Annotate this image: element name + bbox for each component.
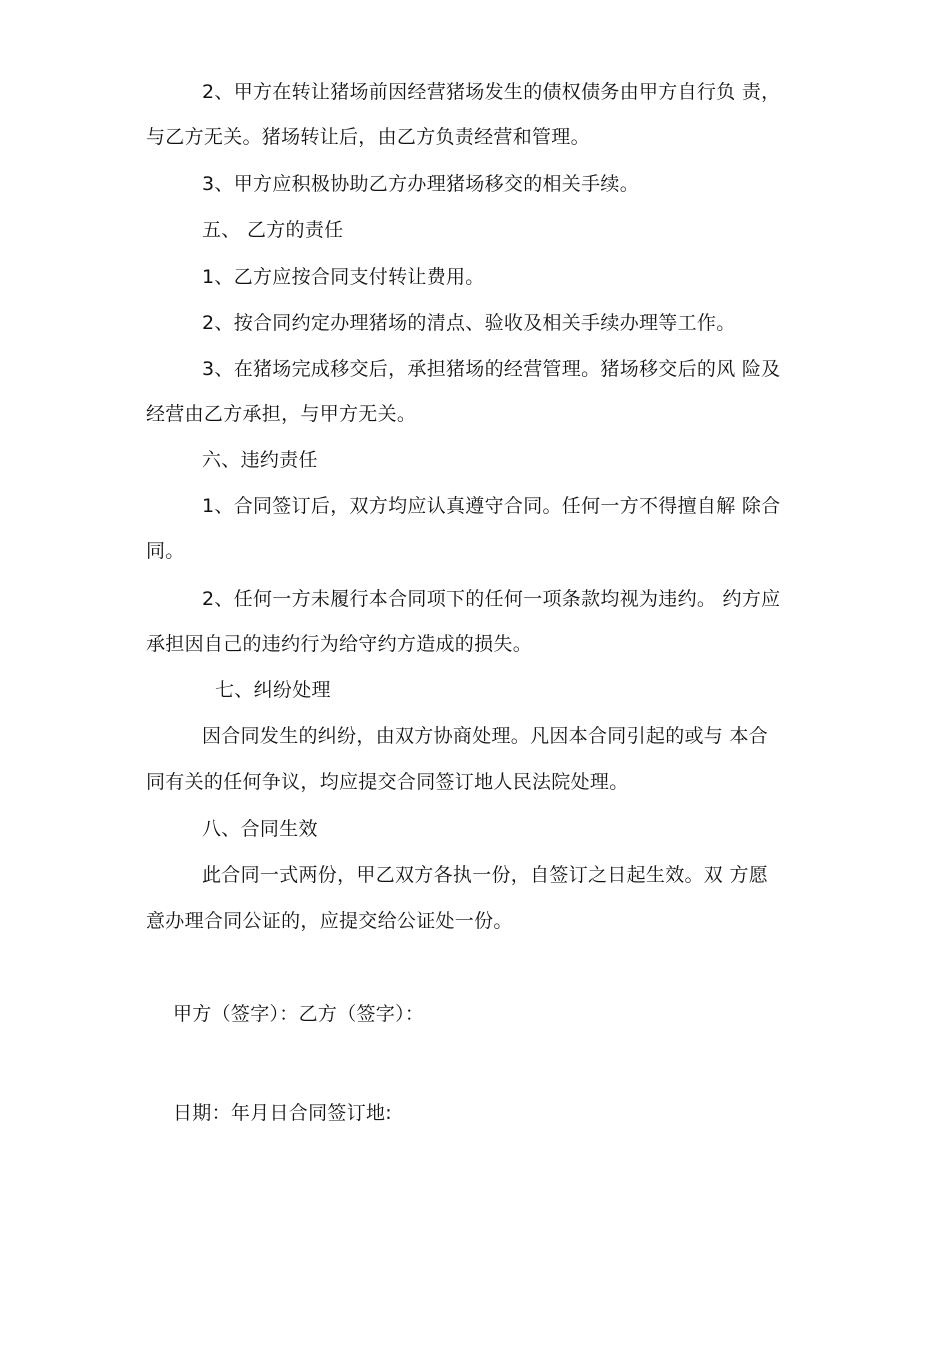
section6-item2-line2: 承担因自己的违约行为给守约方造成的损失。	[146, 633, 533, 655]
section8-text-line1: 此合同一式两份，甲乙双方各执一份，自签订之日起生效。双 方愿	[202, 864, 769, 886]
section5-item3-line2: 经营由乙方承担，与甲方无关。	[146, 403, 417, 425]
date-location-line: 日期：年月日合同签订地:	[173, 1102, 393, 1124]
section5-item1: 1、乙方应按合同支付转让费用。	[202, 266, 485, 288]
section4-item2-line1: 2、甲方在转让猪场前因经营猪场发生的债权债务由甲方自行负 责，	[202, 81, 781, 103]
section5-item2: 2、按合同约定办理猪场的清点、验收及相关手续办理等工作。	[202, 312, 736, 334]
signature-line: 甲方（签字）：乙方（签字）：	[173, 1003, 425, 1025]
section7-heading: 七、纠纷处理	[215, 679, 331, 701]
section6-item1-line2: 同。	[146, 540, 185, 562]
section5-heading: 五、 乙方的责任	[202, 219, 344, 241]
section4-item3: 3、甲方应积极协助乙方办理猪场移交的相关手续。	[202, 173, 639, 195]
section6-heading: 六、违约责任	[202, 449, 318, 471]
section6-item2-line1: 2、任何一方未履行本合同项下的任何一项条款均视为违约。 约方应	[202, 588, 781, 610]
section8-text-line2: 意办理合同公证的，应提交给公证处一份。	[146, 910, 513, 932]
section8-heading: 八、合同生效	[202, 818, 318, 840]
section7-text-line1: 因合同发生的纠纷，由双方协商处理。凡因本合同引起的或与 本合	[202, 725, 769, 747]
section7-text-line2: 同有关的任何争议，均应提交合同签订地人民法院处理。	[146, 771, 629, 793]
section4-item2-line2: 与乙方无关。猪场转让后，由乙方负责经营和管理。	[146, 126, 590, 148]
section5-item3-line1: 3、在猪场完成移交后，承担猪场的经营管理。猪场移交后的风 险及	[202, 358, 781, 380]
section6-item1-line1: 1、合同签订后，双方均应认真遵守合同。任何一方不得擅自解 除合	[202, 495, 781, 517]
